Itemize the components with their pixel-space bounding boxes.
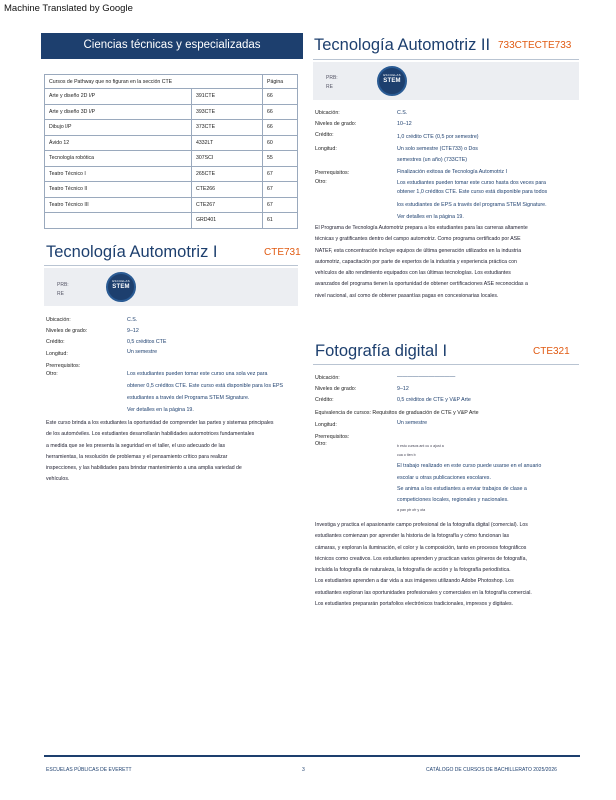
other-line: competiciones locales, regionales y nacionales. xyxy=(397,497,509,503)
table-cell: Teatro Técnico I xyxy=(45,166,192,182)
machine-translated-label: Machine Translated by Google xyxy=(4,3,133,14)
field-label: Prerrequisitos: xyxy=(315,170,350,176)
description-line: automotriz, capacitación por parte de expertos de la industria y experiencia práctica con xyxy=(315,258,517,265)
table-row xyxy=(45,104,298,120)
table-cell: 67 xyxy=(263,197,298,213)
description-line: herramientas, la resolución de problemas y el pensamiento crítico para realizar xyxy=(46,453,228,460)
description-line: inspecciones, y las habilidades para brindar mantenimiento a una amplia variedad de xyxy=(46,465,242,472)
table-header-cell: Página xyxy=(263,75,298,89)
divider xyxy=(313,364,579,365)
field-label: Niveles de grado: xyxy=(315,386,357,392)
field-label: Niveles de grado: xyxy=(46,328,88,334)
field-label: Longitud: xyxy=(315,422,337,428)
other-line: escolar u otras publicaciones escolares. xyxy=(397,475,491,481)
table-row xyxy=(45,151,298,167)
program-band xyxy=(313,62,579,100)
field-label: Ubicación: xyxy=(46,317,71,323)
table-row xyxy=(45,197,298,213)
other-line: obtener 0,5 créditos CTE. Este curso está disponible para los EPS xyxy=(127,383,284,389)
other-line: Ver detalles en la página 19. xyxy=(397,214,464,220)
description-line: nivel nacional, así como de obtener pasantías pagas en concesionarias locales. xyxy=(315,292,499,299)
table-row xyxy=(45,135,298,151)
field-value: Finalización exitosa de Tecnología Automotriz I xyxy=(397,169,508,175)
page-number: 3 xyxy=(302,767,305,773)
course-title: Tecnología Automotriz II xyxy=(314,36,491,54)
other-line: Ver detalles en la página 19. xyxy=(127,407,194,413)
description-line: Los estudiantes prepararán portafolios electrónicos tradicionales, impresos y digitales. xyxy=(315,601,514,608)
description-line: a medida que se les presenta la seguridad en el taller, el uso adecuado de las xyxy=(46,442,226,449)
field-value: 1,0 crédito CTE (0,5 por semestre) xyxy=(397,134,479,140)
description-line: de los automóviles. Los estudiantes desarrollarán habilidades automotrices fundamentales xyxy=(46,431,255,438)
table-cell: Teatro Técnico II xyxy=(45,182,192,198)
field-label: Otro: xyxy=(315,179,327,185)
footer-right: CATÁLOGO DE CURSOS DE BACHILLERATO 2025/2026 xyxy=(426,767,557,773)
stem-badge-icon xyxy=(106,272,136,302)
table-row xyxy=(45,89,298,105)
table-cell: 307SCI xyxy=(192,151,263,167)
field-value: 0,5 créditos CTE xyxy=(127,339,167,345)
course-description xyxy=(315,520,581,610)
other-line: estudiantes a través del Programa STEM Signature. xyxy=(127,395,250,401)
field-value: C.S. xyxy=(127,317,138,323)
table-row xyxy=(45,182,298,198)
table-cell: 265CTE xyxy=(192,166,263,182)
field-label: Niveles de grado: xyxy=(315,121,357,127)
course-description xyxy=(46,418,300,486)
table-cell: 66 xyxy=(263,104,298,120)
field-value: Un solo semestre (CTE733) o Dos xyxy=(397,146,478,152)
table-cell: Tecnología robótica xyxy=(45,151,192,167)
other-line: El trabajo realizado en este curso puede usarse en el anuario xyxy=(397,463,542,469)
table-cell: 66 xyxy=(263,89,298,105)
field-value: 0,5 créditos de CTE y V&P Arte xyxy=(397,397,471,403)
field-value: 10–12 xyxy=(397,121,412,127)
description-line: cámaras, y exploran la iluminación, el color y la composición, tanto en procesos fotográficos xyxy=(315,544,527,551)
field-value: C.S. xyxy=(397,110,408,116)
band-label: PRB: xyxy=(57,282,69,288)
table-cell: 67 xyxy=(263,182,298,198)
field-label: Longitud: xyxy=(315,146,337,152)
table-cell: Arte y diseño 2D I/P xyxy=(45,89,192,105)
description-line: Este curso brinda a los estudiantes la oportunidad de comprender las partes y sistemas principales xyxy=(46,420,274,426)
stem-badge-small-text: ESCUELAS xyxy=(383,73,401,77)
equivalence-line: Equivalencia de cursos: Requisitos de graduación de CTE y V&P Arte xyxy=(315,410,479,416)
table-cell: 66 xyxy=(263,120,298,136)
table-row xyxy=(45,120,298,136)
table-cell: Arte y diseño 3D I/P xyxy=(45,104,192,120)
field-label: Crédito: xyxy=(315,397,334,403)
course-code: 733CTECTE733 xyxy=(498,40,572,51)
table-cell: 373CTE xyxy=(192,120,263,136)
table-cell: CTE266 xyxy=(192,182,263,198)
course-code: CTE321 xyxy=(533,346,570,357)
stem-badge-text: STEM xyxy=(383,78,401,84)
field-value: semestres (un año) (733CTE) xyxy=(397,157,468,163)
field-value: Los estudiantes pueden tomar este curso una sola vez para xyxy=(127,371,268,377)
table-row xyxy=(45,213,298,229)
table-header-row xyxy=(45,75,298,89)
table-cell: 67 xyxy=(263,166,298,182)
description-line: incluida la fotografía de naturaleza, la fotografía de acción y la fotografía periodística. xyxy=(315,567,511,574)
other-line: obtener 1,0 créditos CTE. Este curso está disponible para todos xyxy=(397,189,548,195)
description-line: técnicos como creativos. Los estudiantes aprenden y practican varios géneros de fotografía, xyxy=(315,555,527,562)
stem-badge-icon xyxy=(377,66,407,96)
other-line: los estudiantes de EPS a través del programa STEM Signature. xyxy=(397,202,547,208)
program-band xyxy=(44,268,298,306)
stem-badge-small-text: ESCUELAS xyxy=(112,279,130,283)
table-cell: 393CTE xyxy=(192,104,263,120)
description-line: avanzados del programa tienen la oportunidad de obtener certificaciones ASE reconocidas a xyxy=(315,281,528,288)
course-code: CTE731 xyxy=(264,247,301,258)
field-label: Prerrequisitos: xyxy=(315,434,350,440)
other-line: Se anima a los estudiantes a enviar trabajos de clase a xyxy=(397,486,527,492)
band-label: PRB: xyxy=(326,75,338,81)
pathway-section-title: Ciencias técnicas y especializadas xyxy=(41,33,303,59)
other-line: a pan ptr ofr y ota xyxy=(397,508,426,512)
field-value: 9–12 xyxy=(127,328,139,334)
description-line: NATEF, esta concentración incluye equipos de última generación utilizados en la industria xyxy=(315,247,522,254)
table-header-cell: Cursos de Pathway que no figuran en la sección CTE xyxy=(45,75,263,89)
table-cell: 61 xyxy=(263,213,298,229)
footer-rule xyxy=(44,755,580,757)
footer-left: ESCUELAS PÚBLICAS DE EVERETT xyxy=(46,767,132,773)
other-line: Los estudiantes pueden tomar este curso hasta dos veces para xyxy=(397,180,546,186)
field-label: Prerrequisitos: xyxy=(46,363,81,369)
table-cell: GRD401 xyxy=(192,213,263,229)
field-value: Un semestre xyxy=(127,349,158,355)
description-line: Investiga y practica el apasionante campo profesional de la fotografía digital (comercial). Los xyxy=(315,522,528,528)
description-line: El Programa de Tecnología Automotriz prepara a los estudiantes para las carreras altamente xyxy=(315,225,528,231)
course-title: Tecnología Automotriz I xyxy=(46,243,218,261)
field-label: Longitud: xyxy=(46,351,68,357)
course-title: Fotografía digital I xyxy=(315,342,448,360)
table-cell: Teatro Técnico III xyxy=(45,197,192,213)
description-line: estudiantes exploran las oportunidades profesionales y comerciales en la fotografía comercial. xyxy=(315,589,532,596)
band-label: RE xyxy=(326,84,333,90)
description-line: vehículos de alto rendimiento equipados con las últimas tecnologías. Los estudiantes xyxy=(315,270,511,277)
divider xyxy=(313,59,579,60)
table-cell: 55 xyxy=(263,151,298,167)
table-cell: 391CTE xyxy=(192,89,263,105)
course-description xyxy=(315,223,581,302)
stem-badge-text: STEM xyxy=(112,284,130,290)
description-line: técnicas y gratificantes dentro del campo automotriz. Como programa certificado por ASE xyxy=(315,236,521,243)
field-label: Crédito: xyxy=(46,339,65,345)
field-label: Ubicación: xyxy=(315,375,340,381)
field-value: ——————————— xyxy=(397,374,456,380)
table-cell: Dibujo I/P xyxy=(45,120,192,136)
field-value: Un semestre xyxy=(397,420,428,426)
table-cell: 60 xyxy=(263,135,298,151)
description-line: Los estudiantes aprenden a dar vida a sus imágenes utilizando Adobe Photoshop. Los xyxy=(315,578,514,585)
description-line: vehículos. xyxy=(46,476,70,483)
description-line: estudiantes comienzan por aprender la historia de la fotografía y cómo funcionan las xyxy=(315,533,510,540)
field-label: Otro: xyxy=(315,441,327,447)
band-label: RE xyxy=(57,291,64,297)
table-cell: 4332LT xyxy=(192,135,263,151)
field-label: Otro: xyxy=(46,371,58,377)
table-cell: Ávido 12 xyxy=(45,135,192,151)
table-row xyxy=(45,166,298,182)
field-label: Ubicación: xyxy=(315,110,340,116)
other-line: b estu cursos ant cu o ajust a xyxy=(397,444,444,448)
pathway-table xyxy=(44,74,298,229)
divider xyxy=(44,265,298,266)
table-cell: CTE267 xyxy=(192,197,263,213)
field-value: 9–12 xyxy=(397,386,409,392)
field-label: Crédito: xyxy=(315,132,334,138)
table-cell xyxy=(45,213,192,229)
other-line: cua o tien b xyxy=(397,453,416,457)
